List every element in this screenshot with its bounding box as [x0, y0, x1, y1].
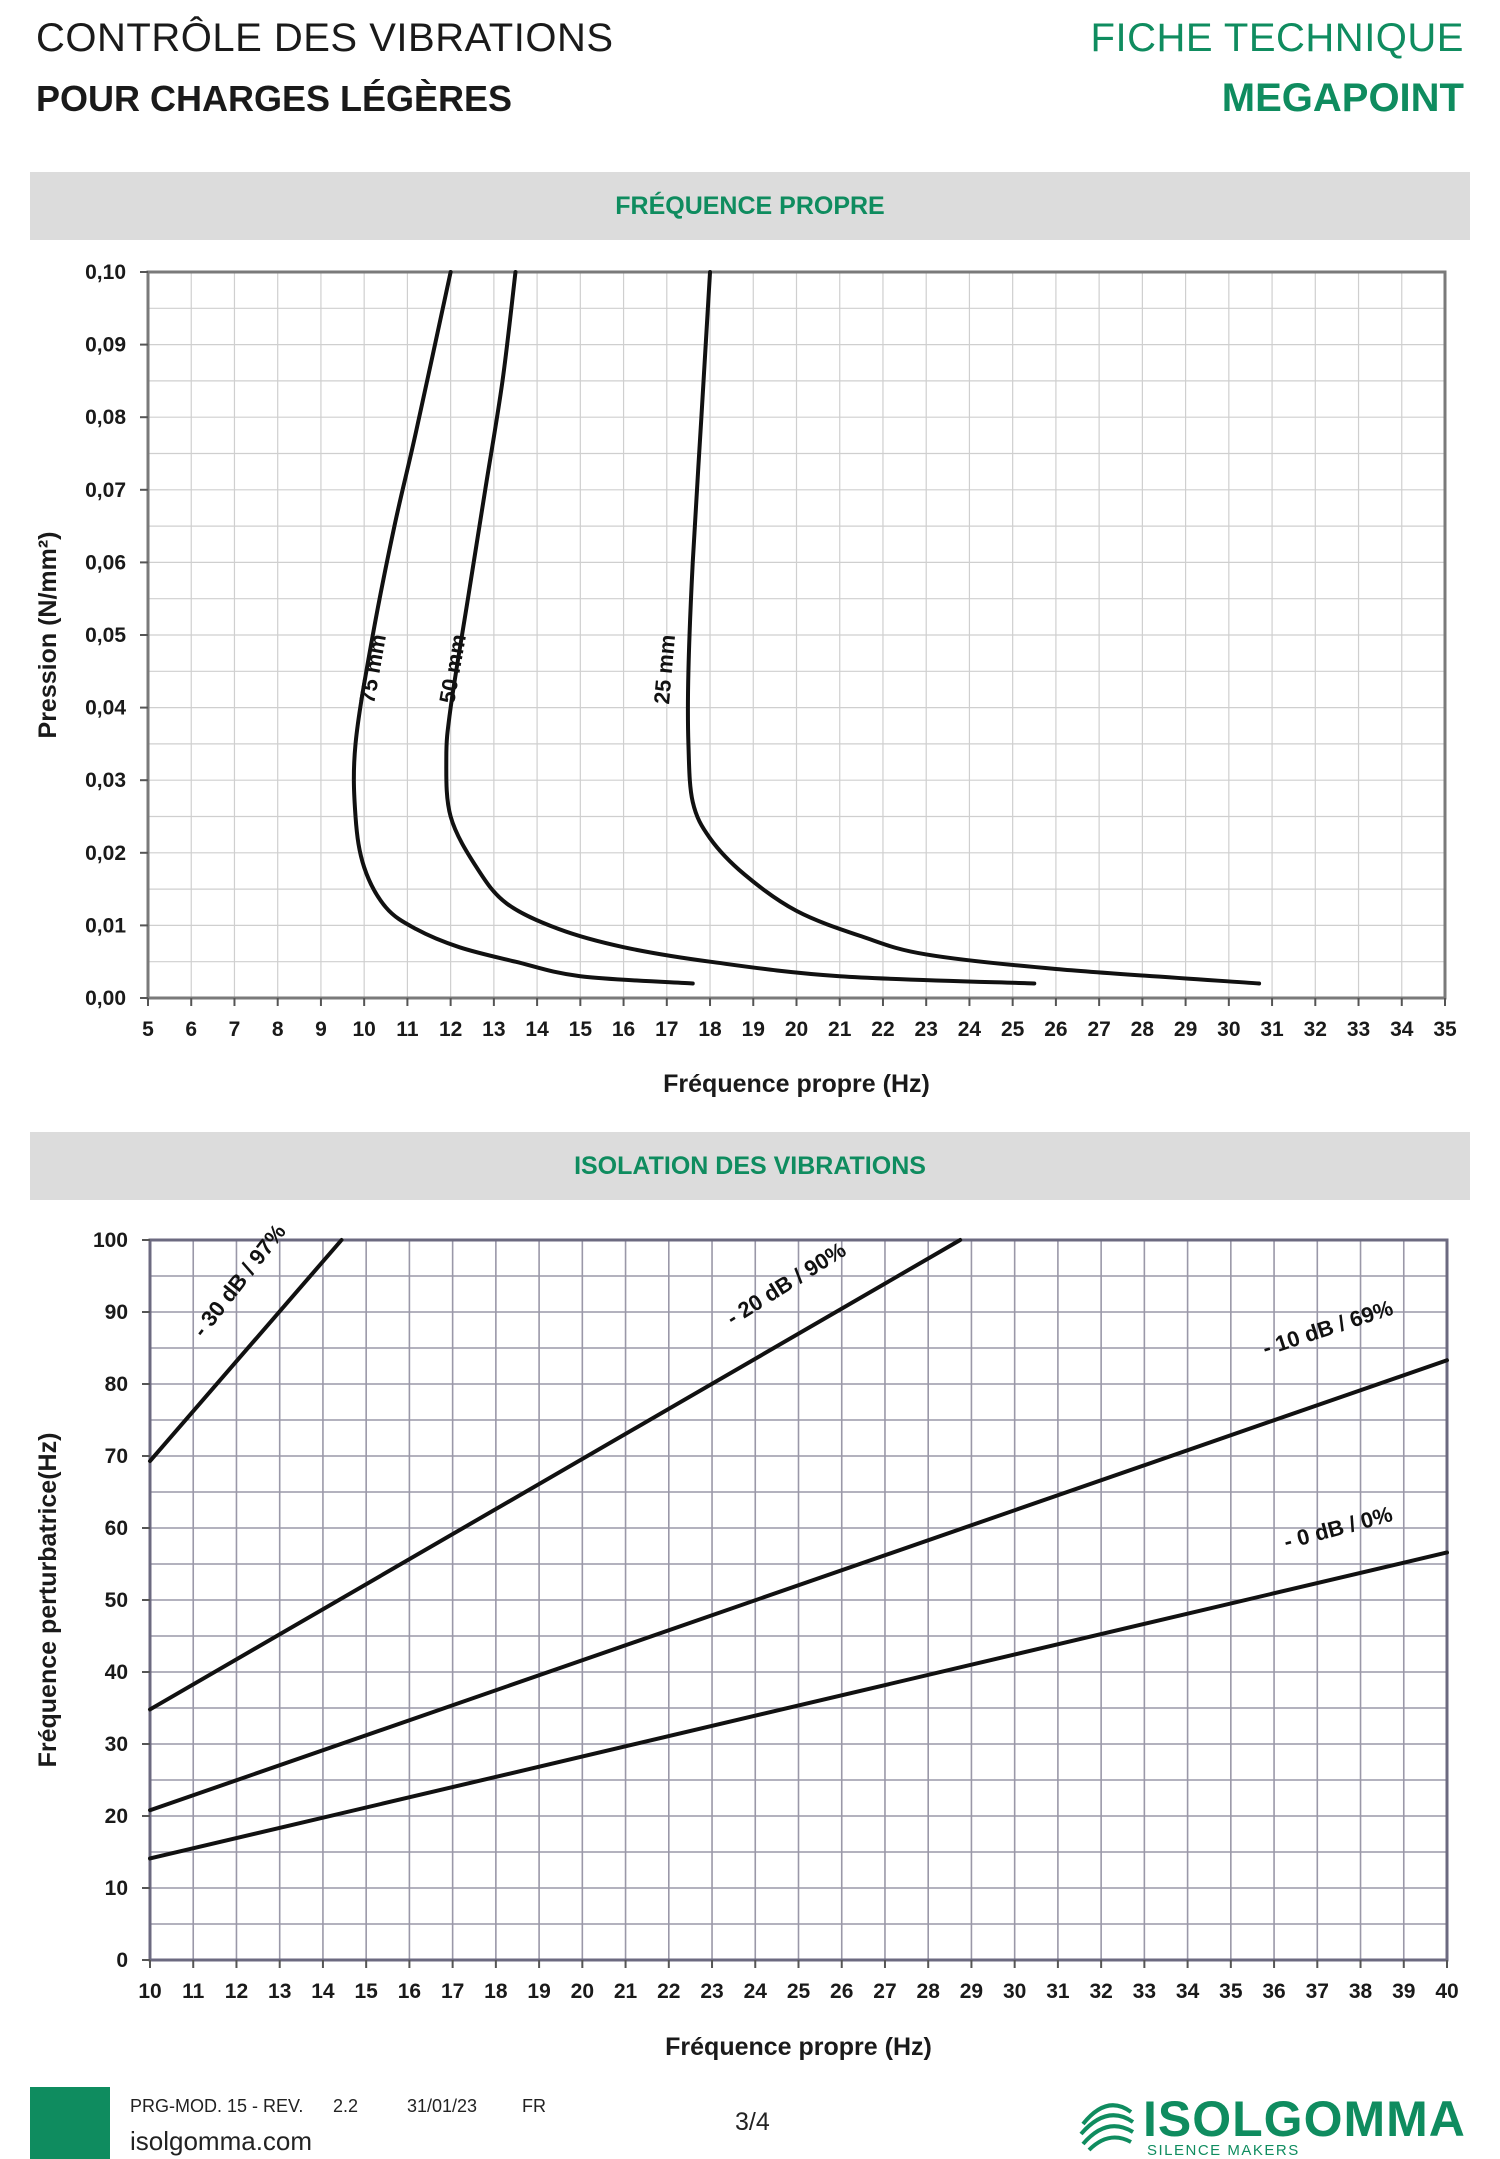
isolgomma-logo — [1075, 2088, 1465, 2158]
x-tick-label: 27 — [1087, 1018, 1111, 1041]
chart-title: FRÉQUENCE PROPRE — [615, 192, 885, 220]
x-tick-label: 16 — [397, 1980, 422, 2003]
series-label: 75 mm — [354, 632, 391, 706]
series-label: - 0 dB / 0% — [1281, 1501, 1396, 1555]
x-tick-label: 28 — [916, 1980, 940, 2003]
series-label: - 20 dB / 90% — [721, 1237, 851, 1331]
x-tick-label: 8 — [271, 1018, 284, 1041]
natural-frequency-chart — [0, 240, 1500, 1120]
y-tick-label: 40 — [104, 1661, 128, 1684]
y-tick-label: 0,03 — [85, 769, 126, 793]
x-tick-label: 18 — [698, 1018, 722, 1041]
x-tick-label: 35 — [1433, 1018, 1457, 1041]
y-tick-label: 0,10 — [85, 261, 126, 284]
x-tick-label: 23 — [914, 1018, 938, 1041]
language-code: FR — [522, 2096, 546, 2116]
x-tick-label: 32 — [1303, 1018, 1327, 1041]
logo-tagline: SILENCE MAKERS — [1147, 2142, 1300, 2159]
revision-date: 31/01/23 — [407, 2096, 478, 2116]
x-axis-label: Fréquence propre (Hz) — [663, 1070, 930, 1098]
x-tick-label: 12 — [224, 1980, 249, 2003]
x-tick-label: 30 — [1217, 1018, 1241, 1041]
y-tick-label: 90 — [104, 1301, 128, 1324]
x-tick-label: 34 — [1390, 1018, 1414, 1041]
y-tick-label: 0,02 — [85, 841, 126, 865]
y-tick-label: 0,05 — [85, 624, 126, 647]
x-tick-label: 11 — [396, 1018, 419, 1041]
x-tick-label: 24 — [957, 1018, 982, 1041]
x-tick-label: 21 — [613, 1980, 638, 2003]
y-tick-label: 0,07 — [85, 478, 126, 502]
x-tick-label: 15 — [568, 1018, 593, 1041]
x-tick-label: 28 — [1130, 1018, 1155, 1041]
x-tick-label: 32 — [1089, 1980, 1113, 2003]
x-tick-label: 20 — [784, 1018, 809, 1041]
y-tick-label: 0 — [116, 1949, 128, 1972]
series-line — [688, 272, 1259, 983]
x-tick-label: 17 — [440, 1980, 465, 2003]
x-tick-label: 34 — [1175, 1980, 1200, 2003]
series-label: 50 mm — [434, 632, 471, 706]
vibration-isolation-chart — [0, 1200, 1500, 2080]
x-tick-label: 33 — [1132, 1980, 1157, 2003]
series-line — [150, 1240, 960, 1709]
series-label: - 10 dB / 69% — [1259, 1295, 1397, 1361]
section-band-vibration-isolation — [30, 1132, 1470, 1200]
x-tick-label: 25 — [1000, 1018, 1025, 1041]
x-tick-label: 14 — [311, 1980, 335, 2003]
x-tick-label: 13 — [268, 1980, 292, 2003]
x-tick-label: 26 — [1044, 1018, 1068, 1041]
x-tick-label: 21 — [828, 1018, 852, 1041]
footer-color-block — [30, 2087, 110, 2159]
x-tick-label: 13 — [482, 1018, 506, 1041]
y-tick-label: 0,00 — [85, 987, 126, 1010]
series-line — [354, 272, 693, 983]
x-tick-label: 22 — [871, 1018, 895, 1041]
y-tick-label: 10 — [104, 1877, 128, 1900]
x-tick-label: 31 — [1260, 1018, 1284, 1041]
y-tick-label: 60 — [104, 1517, 128, 1540]
y-tick-label: 0,04 — [85, 696, 126, 720]
x-tick-label: 40 — [1435, 1980, 1459, 2003]
x-tick-label: 14 — [525, 1018, 549, 1041]
x-tick-label: 16 — [611, 1018, 636, 1041]
x-tick-label: 6 — [185, 1018, 198, 1041]
form-code: PRG-MOD. 15 - REV. — [130, 2096, 304, 2116]
x-tick-label: 5 — [142, 1018, 154, 1041]
x-tick-label: 24 — [743, 1980, 767, 2003]
chart-title: ISOLATION DES VIBRATIONS — [574, 1152, 926, 1180]
logo-mark-icon — [1077, 2090, 1137, 2154]
x-tick-label: 7 — [228, 1018, 241, 1041]
x-tick-label: 30 — [1002, 1980, 1027, 2003]
document-title: CONTRÔLE DES VIBRATIONS — [36, 16, 614, 60]
y-tick-label: 100 — [92, 1229, 128, 1252]
x-tick-label: 27 — [873, 1980, 897, 2003]
x-tick-label: 33 — [1346, 1018, 1371, 1041]
x-tick-label: 10 — [352, 1018, 376, 1041]
website-link[interactable]: isolgomma.com — [130, 2126, 313, 2156]
x-tick-label: 11 — [182, 1980, 205, 2003]
y-tick-label: 0,06 — [85, 551, 126, 575]
logo-wordmark: ISOLGOMMA — [1143, 2091, 1466, 2147]
series-label: - 30 dB / 97% — [187, 1219, 291, 1342]
x-axis-label: Fréquence propre (Hz) — [665, 2033, 932, 2061]
y-tick-label: 30 — [104, 1733, 128, 1756]
x-tick-label: 20 — [570, 1980, 595, 2003]
x-tick-label: 26 — [830, 1980, 854, 2003]
x-tick-label: 9 — [315, 1018, 327, 1041]
y-tick-label: 80 — [104, 1373, 128, 1396]
x-tick-label: 25 — [786, 1980, 811, 2003]
series-line — [446, 272, 1034, 983]
y-tick-label: 0,01 — [85, 914, 126, 938]
y-tick-label: 70 — [104, 1445, 128, 1468]
x-tick-label: 37 — [1305, 1980, 1329, 2003]
x-tick-label: 22 — [657, 1980, 681, 2003]
x-tick-label: 19 — [527, 1980, 551, 2003]
x-tick-label: 31 — [1046, 1980, 1070, 2003]
revision-number: 2.2 — [333, 2096, 359, 2116]
y-tick-label: 0,09 — [85, 333, 126, 357]
series-label: 25 mm — [649, 633, 681, 706]
product-name: MEGAPOINT — [1221, 76, 1464, 120]
x-tick-label: 15 — [354, 1980, 378, 2003]
document-type: FICHE TECHNIQUE — [1090, 16, 1464, 60]
page-number: 3/4 — [735, 2108, 770, 2136]
x-tick-label: 12 — [438, 1018, 463, 1041]
section-band-natural-frequency — [30, 172, 1470, 240]
grid — [148, 272, 1445, 998]
x-tick-label: 17 — [655, 1018, 679, 1041]
x-tick-label: 18 — [484, 1980, 508, 2003]
y-tick-label: 20 — [104, 1805, 128, 1828]
y-tick-label: 50 — [104, 1589, 128, 1612]
x-tick-label: 29 — [1173, 1018, 1198, 1041]
x-tick-label: 29 — [959, 1980, 984, 2003]
x-tick-label: 23 — [700, 1980, 724, 2003]
y-axis-label: Fréquence perturbatrice(Hz) — [34, 1432, 62, 1768]
x-tick-label: 35 — [1219, 1980, 1243, 2003]
x-tick-label: 36 — [1262, 1980, 1286, 2003]
x-tick-label: 38 — [1348, 1980, 1373, 2003]
y-tick-label: 0,08 — [85, 406, 126, 430]
x-tick-label: 19 — [741, 1018, 765, 1041]
document-subtitle: POUR CHARGES LÉGÈRES — [36, 78, 513, 119]
x-tick-label: 39 — [1392, 1980, 1416, 2003]
x-tick-label: 10 — [138, 1980, 162, 2003]
y-axis-label: Pression (N/mm²) — [34, 531, 62, 739]
